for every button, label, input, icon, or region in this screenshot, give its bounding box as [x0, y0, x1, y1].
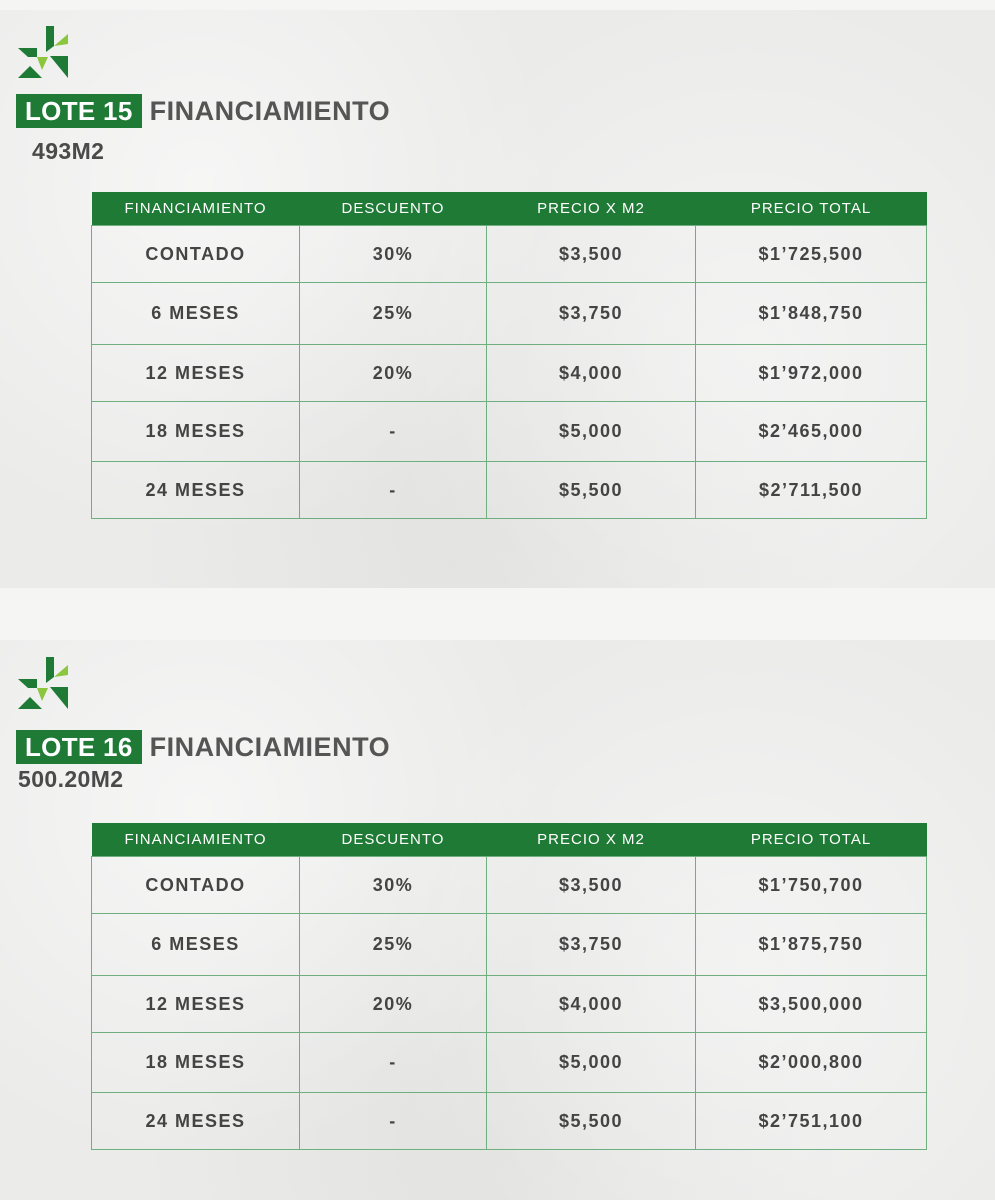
- price-per-m2-cell: $5,000: [487, 402, 696, 462]
- discount-cell: 25%: [300, 914, 487, 976]
- star-cross-logo-icon: [18, 26, 68, 78]
- discount-cell: -: [300, 1033, 487, 1093]
- price-per-m2-cell: $5,500: [487, 1093, 696, 1150]
- section-title: FINANCIAMIENTO: [149, 731, 391, 762]
- total-price-cell: $2’751,100: [696, 1093, 927, 1150]
- financing-cell: 6 MESES: [92, 914, 300, 976]
- financing-cell: 12 MESES: [92, 345, 300, 402]
- title-row: [16, 94, 390, 128]
- total-price-cell: $1’750,700: [696, 857, 927, 914]
- total-price-cell: $3,500,000: [696, 976, 927, 1033]
- discount-cell: 25%: [300, 283, 487, 345]
- price-per-m2-cell: $5,500: [487, 462, 696, 519]
- lot-badge: LOTE 16: [16, 730, 142, 764]
- financing-cell: CONTADO: [92, 226, 300, 283]
- financing-cell: 6 MESES: [92, 283, 300, 345]
- total-price-cell: $1’848,750: [696, 283, 927, 345]
- star-cross-logo-icon: [18, 657, 68, 709]
- total-price-cell: $1’725,500: [696, 226, 927, 283]
- lot-area: 493M2: [32, 138, 105, 164]
- lot-badge: LOTE 15: [16, 94, 142, 128]
- price-per-m2-cell: $3,750: [487, 914, 696, 976]
- price-per-m2-cell: $3,500: [487, 857, 696, 914]
- financing-cell: 24 MESES: [92, 462, 300, 519]
- price-per-m2-cell: $3,750: [487, 283, 696, 345]
- column-header: PRECIO TOTAL: [696, 192, 927, 226]
- table-row: [92, 914, 927, 976]
- price-per-m2-cell: $4,000: [487, 345, 696, 402]
- title-row: [16, 730, 390, 764]
- table-row: [92, 283, 927, 345]
- column-header: PRECIO X M2: [487, 192, 696, 226]
- price-per-m2-cell: $3,500: [487, 226, 696, 283]
- column-header: DESCUENTO: [300, 192, 487, 226]
- table-row: [92, 1033, 927, 1093]
- column-header: FINANCIAMIENTO: [92, 823, 300, 857]
- total-price-cell: $1’972,000: [696, 345, 927, 402]
- total-price-cell: $1’875,750: [696, 914, 927, 976]
- discount-cell: 20%: [300, 976, 487, 1033]
- column-header: DESCUENTO: [300, 823, 487, 857]
- financing-cell: 18 MESES: [92, 1033, 300, 1093]
- table-row: [92, 857, 927, 914]
- table-row: [92, 345, 927, 402]
- table-row: [92, 402, 927, 462]
- table-row: [92, 226, 927, 283]
- financing-cell: 12 MESES: [92, 976, 300, 1033]
- lote-16-panel: [0, 640, 995, 1200]
- table-row: [92, 462, 927, 519]
- discount-cell: 30%: [300, 226, 487, 283]
- table-row: [92, 976, 927, 1033]
- table-header-row: [92, 192, 927, 226]
- financing-cell: 24 MESES: [92, 1093, 300, 1150]
- discount-cell: -: [300, 1093, 487, 1150]
- table-header-row: [92, 823, 927, 857]
- discount-cell: 30%: [300, 857, 487, 914]
- price-per-m2-cell: $5,000: [487, 1033, 696, 1093]
- column-header: FINANCIAMIENTO: [92, 192, 300, 226]
- lote-15-panel: [0, 10, 995, 588]
- total-price-cell: $2’711,500: [696, 462, 927, 519]
- discount-cell: -: [300, 462, 487, 519]
- financing-cell: CONTADO: [92, 857, 300, 914]
- financing-table: [91, 823, 927, 1150]
- discount-cell: -: [300, 402, 487, 462]
- financing-cell: 18 MESES: [92, 402, 300, 462]
- price-per-m2-cell: $4,000: [487, 976, 696, 1033]
- column-header: PRECIO TOTAL: [696, 823, 927, 857]
- section-title: FINANCIAMIENTO: [149, 95, 391, 126]
- lot-area: 500.20M2: [18, 766, 124, 792]
- total-price-cell: $2’465,000: [696, 402, 927, 462]
- column-header: PRECIO X M2: [487, 823, 696, 857]
- financing-table: [91, 192, 927, 519]
- total-price-cell: $2’000,800: [696, 1033, 927, 1093]
- discount-cell: 20%: [300, 345, 487, 402]
- table-row: [92, 1093, 927, 1150]
